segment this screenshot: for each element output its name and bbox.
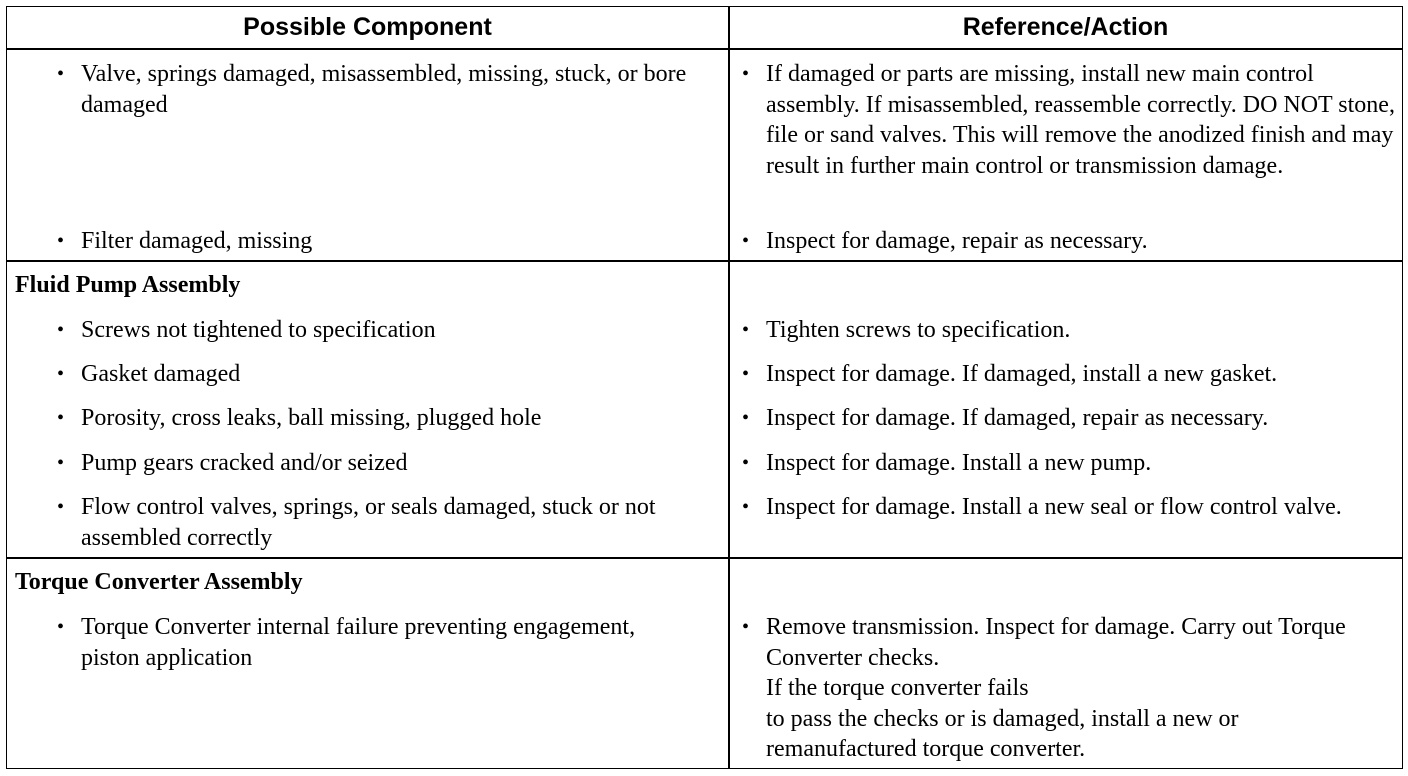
component-flow-control: • Flow control valves, springs, or seals damaged, stuck or not assembled correctly	[57, 492, 721, 553]
action-filter: • Inspect for damage, repair as necessary.	[742, 226, 1406, 257]
section-title-torque-converter: Torque Converter Assembly	[15, 569, 303, 595]
action-flow-control: • Inspect for damage. Install a new seal or flow control valve.	[742, 492, 1406, 523]
component-porosity: • Porosity, cross leaks, ball missing, plugged hole	[57, 403, 721, 434]
header-divider	[7, 48, 1402, 50]
action-gasket: • Inspect for damage. If damaged, install a new gasket.	[742, 359, 1408, 390]
header-reference-action: Reference/Action	[962, 13, 1169, 41]
component-pump-gears: • Pump gears cracked and/or seized	[57, 448, 721, 479]
component-filter: • Filter damaged, missing	[57, 226, 701, 257]
section-divider-1	[7, 260, 1402, 262]
action-porosity: • Inspect for damage. If damaged, repair as necessary.	[742, 403, 1408, 434]
diagnosis-table	[6, 6, 1403, 769]
component-torque-converter: • Torque Converter internal failure preventing engagement, piston application	[57, 612, 681, 673]
action-valve-springs: • If damaged or parts are missing, install new main control assembly. If misassembled, reassemble correctly. DO NOT stone, file or sand valves. This will remove the anodized finish and may result in further main control or transmission damage.	[742, 59, 1396, 181]
action-pump-gears: • Inspect for damage. Install a new pump.	[742, 448, 1408, 479]
header-possible-component: Possible Component	[243, 13, 492, 41]
component-valve-springs: • Valve, springs damaged, misassembled, missing, stuck, or bore damaged	[57, 59, 701, 120]
column-divider	[728, 7, 730, 768]
section-divider-2	[7, 557, 1402, 559]
action-screws: • Tighten screws to specification.	[742, 315, 1408, 346]
action-torque-converter: • Remove transmission. Inspect for damage. Carry out Torque Converter checks. If the torque converter fails to pass the checks or is damaged, install a new or remanufactured torque converter.	[742, 612, 1386, 765]
component-gasket: • Gasket damaged	[57, 359, 721, 390]
component-screws: • Screws not tightened to specification	[57, 315, 721, 346]
section-title-fluid-pump: Fluid Pump Assembly	[15, 272, 241, 298]
